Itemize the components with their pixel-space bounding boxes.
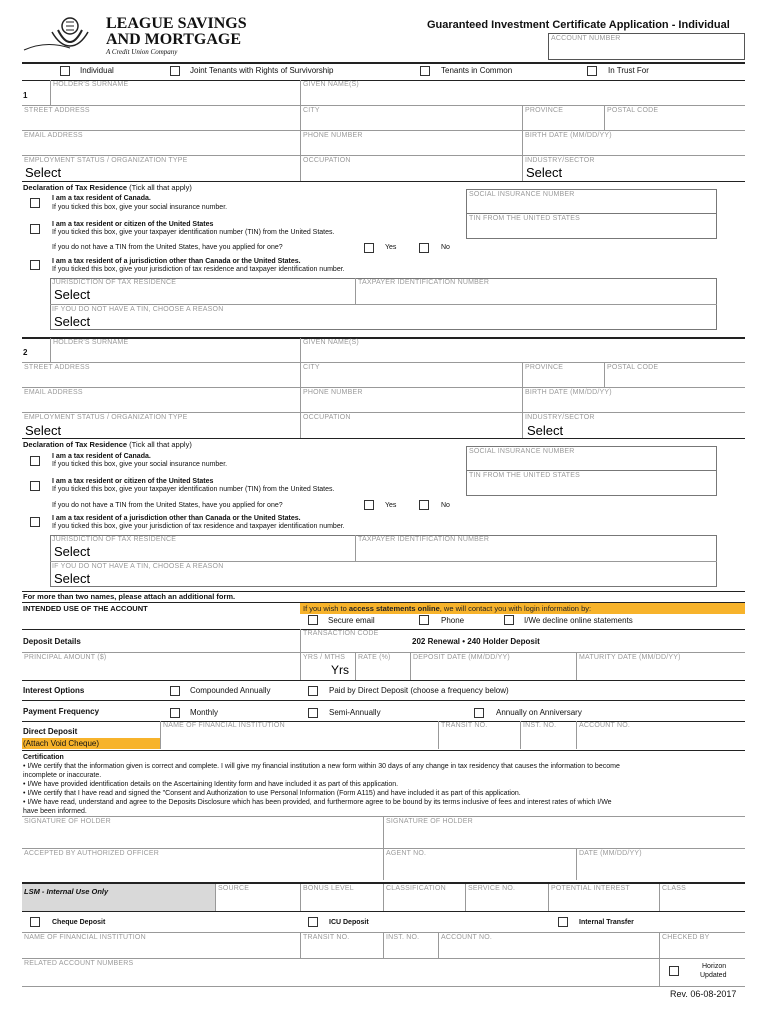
checked-by-field[interactable]: CHECKED BY (659, 932, 745, 958)
holder2-postal-field[interactable]: POSTAL CODE (604, 362, 745, 387)
potential-interest-field[interactable]: POTENTIAL INTEREST (548, 884, 659, 911)
holder1-canada-checkbox[interactable] (30, 198, 40, 208)
holder1-yes-label: Yes (385, 244, 397, 251)
source-field[interactable]: SOURCE (215, 884, 300, 911)
holder1-no-tin-reason-field[interactable]: IF YOU DO NOT HAVE A TIN, CHOOSE A REASON Select (50, 304, 717, 330)
holder2-tax-rule (22, 438, 745, 439)
holder2-us-note: If you ticked this box, give your taxpayer identification number (TIN) from the United States. (52, 486, 335, 493)
dd-institution-field[interactable]: NAME OF FINANCIAL INSTITUTION (160, 721, 438, 749)
holder2-no-tin-reason-field[interactable]: IF YOU DO NOT HAVE A TIN, CHOOSE A REASON Select (50, 561, 717, 587)
signature-holder-1-field[interactable]: SIGNATURE OF HOLDER (22, 816, 383, 848)
decline-online-label: I/We decline online statements (524, 616, 633, 625)
accepted-by-officer-field[interactable]: ACCEPTED BY AUTHORIZED OFFICER (22, 848, 383, 880)
deposit-type-rule (22, 911, 745, 912)
certification-bullet-2: • I/We have provided identification details on the Ascertaining Identity form and have included it as part of this application. (23, 781, 399, 788)
certification-bullet-1b: incomplete or inaccurate. (23, 772, 102, 779)
holder2-city-field[interactable]: CITY (300, 362, 522, 387)
certification-rule (22, 750, 745, 751)
company-tagline: A Credit Union Company (106, 48, 178, 56)
related-accounts-field[interactable]: RELATED ACCOUNT NUMBERS (22, 958, 659, 986)
holder2-sin-field[interactable]: SOCIAL INSURANCE NUMBER (466, 446, 717, 471)
secure-email-checkbox[interactable] (308, 615, 318, 625)
logo-hands-icon (22, 12, 102, 52)
holder1-number: 1 (23, 91, 28, 100)
holder1-sin-field[interactable]: SOCIAL INSURANCE NUMBER (466, 189, 717, 214)
annually-label: Annually on Anniversary (496, 708, 582, 717)
holder2-no-tin-question: If you do not have a TIN from the United States, have you applied for one? (52, 502, 283, 509)
holder2-province-field[interactable]: PROVINCE (522, 362, 604, 387)
holder1-no-label: No (441, 244, 450, 251)
holder2-jurisdiction-select[interactable]: Select (54, 544, 91, 559)
holder1-us-checkbox[interactable] (30, 224, 40, 234)
agent-number-field[interactable]: AGENT NO. (383, 848, 576, 880)
holder1-given-names-field[interactable]: GIVEN NAME(S) (300, 80, 745, 105)
online-statements-text: If you wish to access statements online, we will contact you with login information by: (303, 604, 592, 613)
in-trust-checkbox[interactable] (587, 66, 597, 76)
horizon-label: Horizon (702, 963, 727, 970)
internal-account-field[interactable]: ACCOUNT NO. (438, 932, 659, 958)
holder2-canada-label: I am a tax resident of Canada. (52, 453, 151, 460)
semi-annually-checkbox[interactable] (308, 708, 318, 718)
deposit-date-field[interactable]: DEPOSIT DATE (MM/DD/YY) (410, 652, 576, 680)
certification-title: Certification (23, 754, 64, 761)
paid-direct-deposit-label: Paid by Direct Deposit (choose a frequency below) (329, 686, 509, 695)
holder1-applied-yes-checkbox[interactable] (364, 243, 374, 253)
class-field[interactable]: CLASS (659, 884, 745, 911)
holder2-number: 2 (23, 348, 28, 357)
paid-direct-deposit-checkbox[interactable] (308, 686, 318, 696)
holder1-jurisdiction-select[interactable]: Select (54, 287, 91, 302)
phone-label: Phone (441, 616, 465, 625)
holder1-tin-us-field[interactable]: TIN FROM THE UNITED STATES (466, 214, 717, 239)
holder2-jurisdiction-field[interactable]: JURISDICTION OF TAX RESIDENCE Select (52, 536, 177, 559)
icu-deposit-checkbox[interactable] (308, 917, 318, 927)
holder2-canada-checkbox[interactable] (30, 456, 40, 466)
yrs-mths-field[interactable]: YRS / MTHS Yrs (300, 652, 355, 680)
semi-annually-label: Semi-Annually (329, 708, 381, 717)
cheque-deposit-label: Cheque Deposit (52, 919, 106, 926)
holder1-applied-no-checkbox[interactable] (419, 243, 429, 253)
holder2-surname-field[interactable]: HOLDER'S SURNAME (50, 338, 300, 362)
holder1-other-checkbox[interactable] (30, 260, 40, 270)
holder2-tax-title: Declaration of Tax Residence (Tick all that apply) (23, 440, 192, 449)
horizon-updated-checkbox[interactable] (669, 966, 679, 976)
holder1-other-note: If you ticked this box, give your jurisdiction of tax residence and taxpayer identification number. (52, 266, 345, 273)
company-name-line2: AND MORTGAGE (106, 31, 241, 48)
more-names-note: For more than two names, please attach an additional form. (23, 592, 236, 601)
holder2-given-names-field[interactable]: GIVEN NAME(S) (300, 338, 745, 362)
holder1-employment-field[interactable]: EMPLOYMENT STATUS / ORGANIZATION TYPE Select (22, 155, 300, 181)
holder1-employment-select[interactable]: Select (25, 165, 62, 180)
attach-cheque-label: (Attach Void Cheque) (23, 739, 100, 748)
icu-deposit-label: ICU Deposit (329, 919, 369, 926)
holder2-other-note: If you ticked this box, give your jurisdiction of tax residence and taxpayer identification number. (52, 523, 345, 530)
service-number-field[interactable]: SERVICE NO. (465, 884, 548, 911)
compounded-annually-checkbox[interactable] (170, 686, 180, 696)
holder2-taxpayer-id-field[interactable]: TAXPAYER IDENTIFICATION NUMBER (355, 535, 717, 561)
cheque-deposit-checkbox[interactable] (30, 917, 40, 927)
rate-field[interactable]: RATE (%) (355, 652, 410, 680)
holder1-taxpayer-id-field[interactable]: TAXPAYER IDENTIFICATION NUMBER (355, 278, 717, 304)
holder1-industry-field[interactable]: INDUSTRY/SECTOR Select (522, 155, 745, 181)
holder2-other-label: I am a tax resident of a jurisdiction other than Canada or the United States. (52, 515, 301, 522)
holder1-occupation-field[interactable]: OCCUPATION (300, 155, 522, 181)
classification-field[interactable]: CLASSIFICATION (383, 884, 465, 911)
decline-online-checkbox[interactable] (504, 615, 514, 625)
holder2-yes-label: Yes (385, 502, 397, 509)
interest-rule (22, 680, 745, 681)
deposit-details-label: Deposit Details (23, 637, 81, 646)
tenants-common-checkbox[interactable] (420, 66, 430, 76)
certification-bullet-4b: have been informed. (23, 808, 87, 815)
holder2-canada-note: If you ticked this box, give your social insurance number. (52, 461, 228, 468)
holder1-city-field[interactable]: CITY (300, 105, 522, 130)
monthly-label: Monthly (190, 708, 219, 717)
payment-frequency-label: Payment Frequency (23, 707, 100, 716)
account-number-label: ACCOUNT NUMBER (551, 35, 621, 42)
individual-label: Individual (80, 66, 114, 75)
holder1-other-label: I am a tax resident of a jurisdiction other than Canada or the United States. (52, 258, 301, 265)
dd-account-field[interactable]: ACCOUNT NO. (576, 721, 745, 749)
signature-holder-2-field[interactable]: SIGNATURE OF HOLDER (383, 816, 745, 848)
holder2-us-checkbox[interactable] (30, 481, 40, 491)
holder1-canada-label: I am a tax resident of Canada. (52, 195, 151, 202)
holder2-employment-field[interactable]: EMPLOYMENT STATUS / ORGANIZATION TYPE Select (22, 412, 300, 438)
internal-inst-field[interactable]: INST. NO. (383, 932, 438, 958)
certification-bullet-3: • I/We certify that I have read and signed the "Consent and Authorization to use Personal Information (Form A115) and have included it as part of this application. (23, 790, 521, 797)
holder1-tax-title: Declaration of Tax Residence (Tick all that apply) (23, 183, 192, 192)
transaction-code-options: 202 Renewal • 240 Holder Deposit (412, 637, 540, 646)
holder1-reason-select[interactable]: Select (54, 314, 91, 329)
holder1-province-field[interactable]: PROVINCE (522, 105, 604, 130)
tenants-common-label: Tenants in Common (441, 66, 513, 75)
revision-label: Rev. 06-08-2017 (670, 989, 737, 999)
holder2-phone-field[interactable]: PHONE NUMBER (300, 387, 522, 412)
holder1-phone-field[interactable]: PHONE NUMBER (300, 130, 522, 155)
transaction-code-field[interactable]: TRANSACTION CODE (300, 629, 410, 652)
holder2-tin-us-field[interactable]: TIN FROM THE UNITED STATES (466, 471, 717, 496)
holder2-reason-select[interactable]: Select (54, 571, 91, 586)
account-number-field[interactable] (548, 33, 745, 60)
holder1-us-note: If you ticked this box, give your taxpayer identification number (TIN) from the United States. (52, 229, 335, 236)
yrs-mths-select[interactable]: Yrs (331, 663, 349, 677)
internal-transfer-label: Internal Transfer (579, 919, 634, 926)
compounded-annually-label: Compounded Annually (190, 686, 271, 695)
certification-bullet-1: • I/We certify that the information given is correct and complete. I will give my financial institution a new form within 30 days of any change in tax residency that causes the information to become (23, 763, 620, 770)
holder2-us-label: I am a tax resident or citizen of the United States (52, 478, 214, 485)
intended-use-label: INTENDED USE OF THE ACCOUNT (23, 604, 148, 613)
dd-transit-field[interactable]: TRANSIT NO. (438, 721, 520, 749)
joint-tenants-checkbox[interactable] (170, 66, 180, 76)
holder2-industry-field[interactable]: INDUSTRY/SECTOR Select (522, 412, 745, 438)
holder2-occupation-field[interactable]: OCCUPATION (300, 412, 522, 438)
holder1-postal-field[interactable]: POSTAL CODE (604, 105, 745, 130)
holder1-industry-select[interactable]: Select (526, 165, 563, 180)
internal-transit-field[interactable]: TRANSIT NO. (300, 932, 383, 958)
holder1-canada-note: If you ticked this box, give your social insurance number. (52, 204, 228, 211)
company-logo (22, 12, 102, 52)
holder2-no-label: No (441, 502, 450, 509)
form-title: Guaranteed Investment Certificate Application - Individual (427, 19, 730, 31)
monthly-checkbox[interactable] (170, 708, 180, 718)
phone-checkbox[interactable] (419, 615, 429, 625)
top-rule (22, 62, 745, 64)
frequency-rule (22, 700, 745, 701)
certification-bullet-4: • I/We have read, understand and agree to the Deposits Disclosure which has been provided, and furthermore agree to be bound by its terms inclusive of fees and interest rates of which I/We (23, 799, 612, 806)
holder1-tax-rule (22, 181, 745, 182)
annually-checkbox[interactable] (474, 708, 484, 718)
bottom-rule (22, 986, 745, 987)
interest-options-label: Interest Options (23, 686, 85, 695)
updated-label: Updated (700, 972, 727, 979)
holder2-employment-select[interactable]: Select (25, 423, 62, 438)
holder2-industry-select[interactable]: Select (527, 423, 564, 438)
holder1-no-tin-question: If you do not have a TIN from the United States, have you applied for one? (52, 244, 283, 251)
joint-tenants-label: Joint Tenants with Rights of Survivorship (190, 66, 334, 75)
individual-checkbox[interactable] (60, 66, 70, 76)
internal-transfer-checkbox[interactable] (558, 917, 568, 927)
holder1-birthdate-field[interactable]: BIRTH DATE (MM/DD/YY) (522, 130, 745, 155)
holder1-email-field[interactable]: EMAIL ADDRESS (22, 130, 300, 155)
holder1-jurisdiction-field[interactable]: JURISDICTION OF TAX RESIDENCE Select (52, 279, 177, 302)
bonus-level-field[interactable]: BONUS LEVEL (300, 884, 383, 911)
dd-inst-field[interactable]: INST. NO. (520, 721, 576, 749)
holder2-applied-yes-checkbox[interactable] (364, 500, 374, 510)
in-trust-label: In Trust For (608, 66, 649, 75)
principal-amount-field[interactable]: PRINCIPAL AMOUNT ($) (22, 652, 300, 680)
holder2-email-field[interactable]: EMAIL ADDRESS (22, 387, 300, 412)
holder1-us-label: I am a tax resident or citizen of the United States (52, 221, 214, 228)
holder2-birthdate-field[interactable]: BIRTH DATE (MM/DD/YY) (522, 387, 745, 412)
holder2-other-checkbox[interactable] (30, 517, 40, 527)
secure-email-label: Secure email (328, 616, 375, 625)
internal-use-label: LSM - Internal Use Only (24, 887, 109, 896)
internal-institution-field[interactable]: NAME OF FINANCIAL INSTITUTION (22, 932, 300, 958)
direct-deposit-label: Direct Deposit (23, 727, 78, 736)
holder2-applied-no-checkbox[interactable] (419, 500, 429, 510)
holder1-surname-field[interactable]: HOLDER'S SURNAME (50, 80, 300, 105)
signing-date-field[interactable]: DATE (MM/DD/YY) (576, 848, 745, 880)
company-name-line1: LEAGUE SAVINGS (106, 15, 247, 32)
holder1-street-field[interactable]: STREET ADDRESS (22, 105, 300, 130)
maturity-date-field[interactable]: MATURITY DATE (MM/DD/YY) (576, 652, 745, 680)
holder2-street-field[interactable]: STREET ADDRESS (22, 362, 300, 387)
